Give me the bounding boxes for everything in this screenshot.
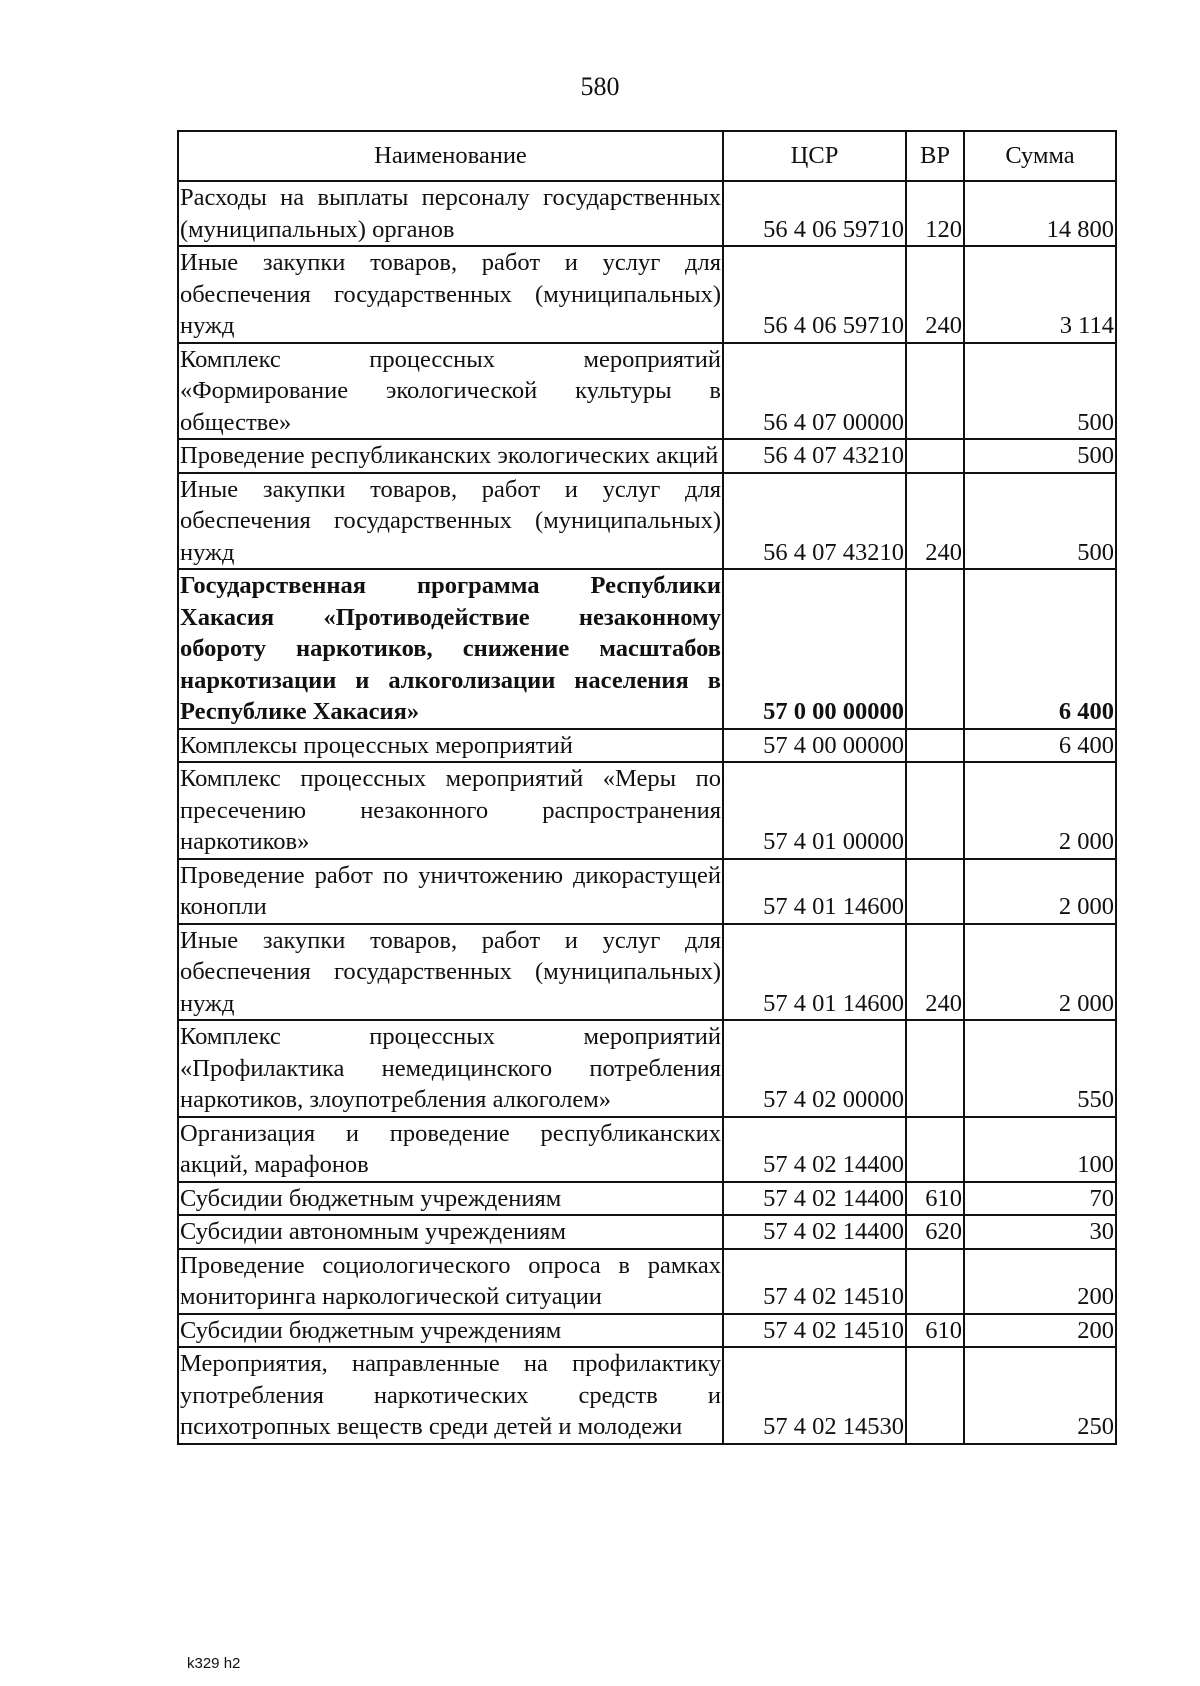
table-header-row [178,131,1116,181]
table-row [178,859,1116,924]
cell-vr [906,1020,964,1117]
cell-sum: 250 [964,1347,1116,1444]
cell-csr: 57 0 00 00000 [723,569,906,729]
cell-sum: 3 114 [964,246,1116,343]
table-row [178,729,1116,763]
table-row [178,924,1116,1021]
page-number: 580 [580,72,620,101]
cell-csr: 57 4 02 14510 [723,1249,906,1314]
cell-sum: 30 [964,1215,1116,1249]
cell-csr: 57 4 02 14400 [723,1117,906,1182]
cell-name: Иные закупки товаров, работ и услуг для обеспечения государственных (муниципальных) нужд [178,246,723,343]
table-row [178,1215,1116,1249]
table-row [178,569,1116,729]
cell-sum: 14 800 [964,181,1116,246]
cell-csr: 57 4 02 14530 [723,1347,906,1444]
cell-name: Комплекс процессных мероприятий «Меры по пресечению незаконного распространения наркотиков» [178,762,723,859]
cell-sum: 500 [964,343,1116,440]
cell-vr [906,859,964,924]
cell-csr: 57 4 02 14510 [723,1314,906,1348]
cell-csr: 56 4 06 59710 [723,246,906,343]
cell-name: Субсидии бюджетным учреждениям [178,1182,723,1216]
table-row [178,1249,1116,1314]
cell-csr: 57 4 01 00000 [723,762,906,859]
cell-vr [906,569,964,729]
cell-sum: 500 [964,473,1116,570]
cell-name: Организация и проведение республиканских акций, марафонов [178,1117,723,1182]
cell-vr [906,729,964,763]
cell-sum: 2 000 [964,859,1116,924]
cell-vr [906,1249,964,1314]
budget-table [177,130,1117,1445]
cell-csr: 56 4 07 00000 [723,343,906,440]
cell-name: Проведение республиканских экологических акций [178,439,723,473]
table-row [178,1347,1116,1444]
cell-csr: 57 4 02 14400 [723,1215,906,1249]
table-row [178,1117,1116,1182]
cell-name: Субсидии бюджетным учреждениям [178,1314,723,1348]
cell-name: Мероприятия, направленные на профилактику употребления наркотических средств и психотропных веществ среди детей и молодежи [178,1347,723,1444]
cell-name: Иные закупки товаров, работ и услуг для обеспечения государственных (муниципальных) нужд [178,924,723,1021]
cell-sum: 200 [964,1314,1116,1348]
cell-sum: 6 400 [964,569,1116,729]
cell-vr: 610 [906,1314,964,1348]
footer-code: k329 h2 [187,1655,241,1672]
cell-sum: 70 [964,1182,1116,1216]
cell-name: Комплексы процессных мероприятий [178,729,723,763]
cell-csr: 56 4 06 59710 [723,181,906,246]
cell-name: Проведение социологического опроса в рамках мониторинга наркологической ситуации [178,1249,723,1314]
table-row [178,439,1116,473]
cell-csr: 57 4 02 00000 [723,1020,906,1117]
cell-csr: 57 4 01 14600 [723,859,906,924]
table-row [178,762,1116,859]
cell-name: Расходы на выплаты персоналу государственных (муниципальных) органов [178,181,723,246]
cell-vr [906,343,964,440]
header-csr: ЦСР [723,131,906,181]
cell-vr: 240 [906,924,964,1021]
cell-vr [906,762,964,859]
cell-vr: 240 [906,473,964,570]
cell-name: Комплекс процессных мероприятий «Профилактика немедицинского потребления наркотиков, злоупотребления алкоголем» [178,1020,723,1117]
cell-sum: 100 [964,1117,1116,1182]
cell-csr: 57 4 00 00000 [723,729,906,763]
cell-name: Проведение работ по уничтожению дикорастущей конопли [178,859,723,924]
table-row [178,1182,1116,1216]
cell-sum: 550 [964,1020,1116,1117]
table-body [178,181,1116,1444]
table-row [178,246,1116,343]
cell-sum: 2 000 [964,924,1116,1021]
table-row [178,473,1116,570]
cell-sum: 2 000 [964,762,1116,859]
table-row [178,181,1116,246]
cell-csr: 56 4 07 43210 [723,439,906,473]
cell-csr: 57 4 01 14600 [723,924,906,1021]
cell-name: Иные закупки товаров, работ и услуг для обеспечения государственных (муниципальных) нужд [178,473,723,570]
header-vr: ВР [906,131,964,181]
cell-vr [906,1347,964,1444]
header-name: Наименование [178,131,723,181]
table-row [178,343,1116,440]
cell-sum: 6 400 [964,729,1116,763]
cell-sum: 500 [964,439,1116,473]
cell-name: Комплекс процессных мероприятий «Формирование экологической культуры в обществе» [178,343,723,440]
cell-vr: 120 [906,181,964,246]
cell-vr [906,1117,964,1182]
header-sum: Сумма [964,131,1116,181]
cell-csr: 57 4 02 14400 [723,1182,906,1216]
cell-vr: 620 [906,1215,964,1249]
cell-name: Субсидии автономным учреждениям [178,1215,723,1249]
cell-csr: 56 4 07 43210 [723,473,906,570]
table-row [178,1314,1116,1348]
cell-sum: 200 [964,1249,1116,1314]
cell-vr [906,439,964,473]
cell-name: Государственная программа Республики Хакасия «Противодействие незаконному обороту наркотиков, снижение масштабов наркотизации и алкоголизации населения в Республике Хакасия» [178,569,723,729]
cell-vr: 240 [906,246,964,343]
cell-vr: 610 [906,1182,964,1216]
table-row [178,1020,1116,1117]
